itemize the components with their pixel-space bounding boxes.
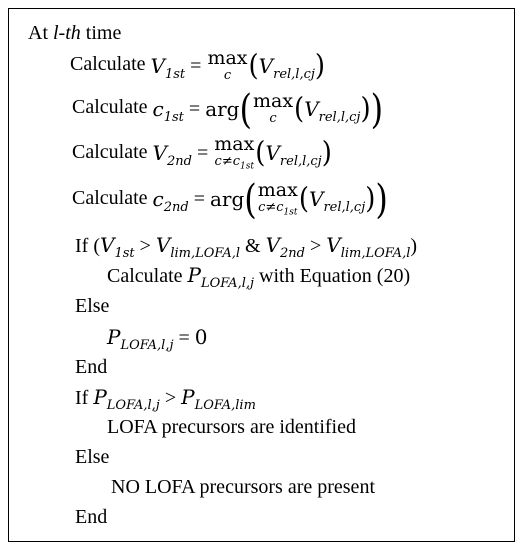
else-keyword: Else bbox=[75, 446, 110, 468]
line-identified bbox=[107, 415, 356, 439]
plim-symbol: $P_{LOFA,lim}$ bbox=[181, 385, 256, 413]
gt-sign: > bbox=[139, 235, 151, 257]
vrel-symbol: $V_{rel,l,cj}$ bbox=[265, 141, 322, 170]
v2nd-symbol: $V_{2nd}$ bbox=[152, 141, 192, 170]
line-end-2 bbox=[75, 505, 107, 529]
gt-sign: > bbox=[164, 387, 177, 409]
paren-close: ) bbox=[314, 49, 326, 82]
if-keyword: If bbox=[75, 235, 89, 257]
max-operator: max $c\ne c_{1st}$ bbox=[257, 179, 298, 218]
paren-open: ( bbox=[244, 175, 257, 224]
vlim-symbol: $V_{lim,LOFA,l}$ bbox=[155, 233, 240, 261]
line-calc-v1st bbox=[70, 49, 325, 82]
equals-sign: = bbox=[178, 327, 190, 349]
equals-sign: = bbox=[193, 188, 205, 211]
line-time-header bbox=[28, 21, 121, 45]
time-prefix: At bbox=[28, 22, 53, 44]
arg-operator: arg bbox=[209, 187, 245, 212]
line-end-1 bbox=[75, 355, 107, 379]
paren-open: ( bbox=[294, 92, 305, 125]
plofa-symbol: $P_{LOFA,l,j}$ bbox=[187, 263, 255, 291]
calc-keyword: Calculate bbox=[72, 140, 148, 163]
line-plofa-zero bbox=[107, 325, 208, 353]
algorithm-box bbox=[8, 8, 515, 542]
paren-close: ) bbox=[365, 182, 376, 216]
equals-sign: = bbox=[190, 54, 202, 77]
plofa-symbol: $P_{LOFA,l,j}$ bbox=[107, 325, 174, 353]
paren-open: ( bbox=[248, 49, 259, 82]
else-keyword: Else bbox=[75, 295, 110, 317]
v1st-symbol: $V_{1st}$ bbox=[100, 233, 135, 261]
line-not-present bbox=[111, 475, 375, 499]
line-calc-plofa bbox=[107, 263, 411, 291]
c2nd-symbol: $c_{2nd}$ bbox=[152, 187, 189, 216]
arg-operator: arg bbox=[205, 96, 240, 121]
calc-keyword: Calculate bbox=[70, 53, 146, 76]
line-calc-c2nd bbox=[72, 175, 388, 224]
vrel-symbol: $V_{rel,l,cj}$ bbox=[258, 53, 315, 82]
line-else-1 bbox=[75, 294, 109, 318]
paren-close: ) bbox=[375, 175, 388, 224]
line-calc-c1st bbox=[72, 84, 384, 133]
paren-close: ) bbox=[360, 92, 371, 125]
end-keyword: End bbox=[75, 506, 108, 528]
paren-close: ) bbox=[321, 136, 332, 170]
identified-text: LOFA precursors are identified bbox=[107, 416, 356, 438]
calc-keyword: Calculate bbox=[107, 265, 183, 287]
paren-close: ) bbox=[370, 84, 384, 133]
vrel-symbol: $V_{rel,l,cj}$ bbox=[308, 187, 366, 216]
paren-open: ( bbox=[255, 136, 266, 170]
time-suffix: time bbox=[80, 22, 122, 44]
time-variable: l-th bbox=[53, 22, 81, 44]
line-calc-v2nd bbox=[72, 135, 332, 172]
max-operator: max $c\ne c_{1st}$ bbox=[214, 133, 255, 172]
calc-keyword: Calculate bbox=[72, 186, 148, 209]
equation-reference: with Equation (20) bbox=[259, 265, 411, 287]
v1st-symbol: $V_{1st}$ bbox=[150, 53, 186, 82]
calc-keyword: Calculate bbox=[72, 96, 148, 119]
line-if-condition: If ($V_{1st} > V_{lim,LOFA,l}$ & $V_{2nd} > V_{lim,LOFA,l}$) bbox=[75, 233, 418, 261]
paren-open: ( bbox=[298, 182, 309, 216]
vlim-symbol: $V_{lim,LOFA,l}$ bbox=[326, 233, 411, 261]
plofa-symbol: $P_{LOFA,l,j}$ bbox=[93, 385, 160, 413]
equals-sign: = bbox=[188, 97, 201, 120]
not-present-text: NO LOFA precursors are present bbox=[111, 476, 375, 498]
end-keyword: End bbox=[75, 356, 108, 378]
equals-sign: = bbox=[196, 142, 209, 165]
paren-open: ( bbox=[239, 84, 252, 133]
gt-sign: > bbox=[309, 235, 322, 257]
vrel-symbol: $V_{rel,l,cj}$ bbox=[304, 96, 361, 125]
and-sign: & bbox=[245, 235, 261, 257]
line-if-threshold bbox=[75, 385, 256, 413]
zero-value: 0 bbox=[194, 325, 208, 349]
v2nd-symbol: $V_{2nd}$ bbox=[265, 233, 305, 261]
line-else-2 bbox=[75, 445, 109, 469]
max-operator: max c bbox=[252, 90, 294, 126]
c1st-symbol: $c_{1st}$ bbox=[152, 96, 184, 125]
if-keyword: If bbox=[75, 387, 89, 409]
max-operator: max c bbox=[207, 47, 248, 83]
